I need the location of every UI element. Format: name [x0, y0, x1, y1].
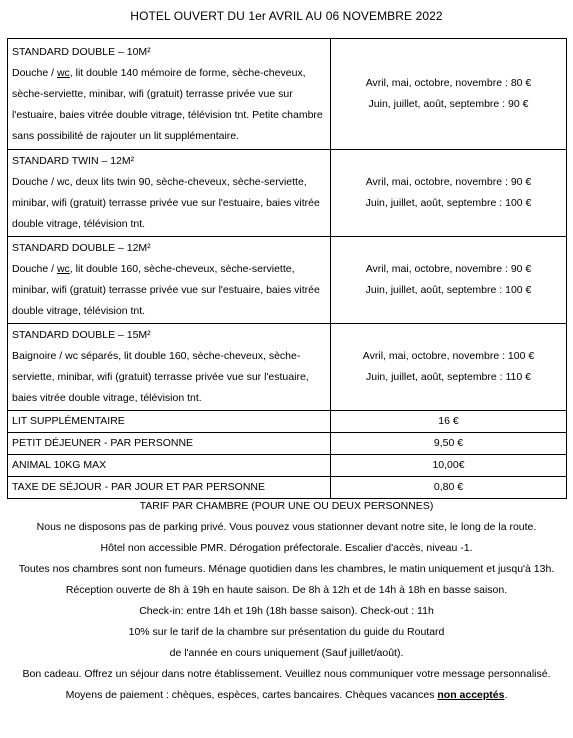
room-title: STANDARD TWIN – 12M²	[12, 155, 135, 167]
price-low-season: Avril, mai, octobre, novembre : 90 €	[365, 263, 532, 275]
price-high-season: Juin, juillet, août, septembre : 100 €	[365, 197, 532, 209]
payment-suffix: .	[504, 689, 508, 701]
room-title: STANDARD DOUBLE – 12M²	[12, 242, 151, 254]
page-title: HOTEL OUVERT DU 1er AVRIL AU 06 NOVEMBRE 2022	[130, 9, 443, 23]
table-row	[8, 411, 567, 433]
extra-label: PETIT DÉJEUNER - PAR PERSONNE	[8, 433, 331, 455]
room-price-cell	[331, 324, 567, 411]
room-price-cell	[331, 150, 567, 237]
table-row	[8, 324, 567, 411]
room-description-text: , lit double 140 mémoire de forme, sèche-cheveux, sèche-serviette, minibar, wifi (gratuit) terrasse privée vue sur l'estuaire, baies vitrée double vitrage, télévision tnt. Petite chambre sans possibilité de rajouter un lit supplémentaire.	[12, 66, 323, 142]
note-accessibility: Hôtel non accessible PMR. Dérogation préfectorale. Escalier d'accès, niveau -1.	[100, 542, 473, 554]
extra-label: TAXE DE SÉJOUR - PAR JOUR ET PAR PERSONNE	[8, 477, 331, 499]
room-description-cell	[8, 237, 331, 324]
extra-price: 0,80 €	[331, 477, 567, 499]
payment-emphasis: non acceptés	[437, 689, 505, 701]
room-title: STANDARD DOUBLE – 10M²	[12, 45, 151, 58]
room-description	[12, 63, 326, 147]
table-row	[8, 150, 567, 237]
room-description-text: Douche / wc, deux lits twin 90, sèche-cheveux, sèche-serviette, minibar, wifi (gratuit) terrasse privée vue sur l'estuaire, baies vitrée double vitrage, télévision tnt.	[12, 176, 320, 230]
room-description-text: Douche /	[12, 66, 57, 79]
price-low-season: Avril, mai, octobre, novembre : 90 €	[365, 176, 532, 188]
extra-label: ANIMAL 10KG MAX	[8, 455, 331, 477]
room-description-cell	[8, 324, 331, 411]
room-description-text: Douche /	[12, 263, 57, 275]
note-reception-hours: Réception ouverte de 8h à 19h en haute saison. De 8h à 12h et de 14h à 18h en basse saison.	[65, 584, 508, 596]
room-description-wc: wc	[56, 66, 70, 79]
table-row	[8, 433, 567, 455]
extra-price: 10,00€	[331, 455, 567, 477]
note-routard-discount: 10% sur le tarif de la chambre sur présentation du guide du Routard	[128, 626, 445, 638]
extra-price: 9,50 €	[331, 433, 567, 455]
room-description-wc: wc	[56, 263, 70, 275]
room-description-cell	[8, 150, 331, 237]
table-row	[8, 39, 567, 150]
rates-table	[7, 38, 567, 499]
room-description-text: Baignoire / wc séparés, lit double 160, sèche-cheveux, sèche-serviette, minibar, wifi (gratuit) terrasse privée vue sur l'estuaire, baies vitrée double vitrage, télévision tnt.	[12, 350, 309, 404]
payment-text: Moyens de paiement : chèques, espèces, cartes bancaires. Chèques vacances	[65, 689, 438, 701]
price-low-season: Avril, mai, octobre, novembre : 80 €	[365, 77, 532, 89]
note-parking: Nous ne disposons pas de parking privé. Vous pouvez vous stationner devant notre site, le long de la route.	[36, 521, 537, 533]
notes-section	[0, 496, 573, 706]
table-row	[8, 455, 567, 477]
room-description	[12, 172, 326, 235]
price-high-season: Juin, juillet, août, septembre : 100 €	[365, 284, 532, 296]
note-pricing: TARIF PAR CHAMBRE (POUR UNE OU DEUX PERSONNES)	[139, 500, 434, 512]
note-routard-conditions: de l'année en cours uniquement (Sauf juillet/août).	[169, 647, 404, 659]
room-description	[12, 346, 326, 409]
room-description-text: , lit double 160, sèche-cheveux, sèche-serviette, minibar, wifi (gratuit) terrasse privée vue sur l'estuaire, baies vitrée double vitrage, télévision tnt.	[12, 263, 320, 317]
room-title: STANDARD DOUBLE – 15M²	[12, 329, 151, 341]
table-row	[8, 237, 567, 324]
room-description-cell	[8, 39, 331, 150]
room-price-cell	[331, 237, 567, 324]
note-check-in-out: Check-in: entre 14h et 19h (18h basse saison). Check-out : 11h	[139, 605, 434, 617]
price-high-season: Juin, juillet, août, septembre : 90 €	[368, 98, 529, 110]
note-gift-voucher: Bon cadeau. Offrez un séjour dans notre établissement. Veuillez nous communiquer votre message personnalisé.	[22, 668, 551, 680]
note-payment-methods	[0, 685, 573, 706]
extra-label: LIT SUPPLÉMENTAIRE	[8, 411, 331, 433]
extra-price: 16 €	[331, 411, 567, 433]
price-high-season: Juin, juillet, août, septembre : 110 €	[366, 371, 531, 383]
room-price-cell	[331, 39, 567, 150]
price-low-season: Avril, mai, octobre, novembre : 100 €	[362, 350, 535, 362]
note-non-smoking: Toutes nos chambres sont non fumeurs. Ménage quotidien dans les chambres, le matin uniquement et jusqu'à 13h.	[18, 563, 555, 575]
room-description	[12, 259, 326, 322]
